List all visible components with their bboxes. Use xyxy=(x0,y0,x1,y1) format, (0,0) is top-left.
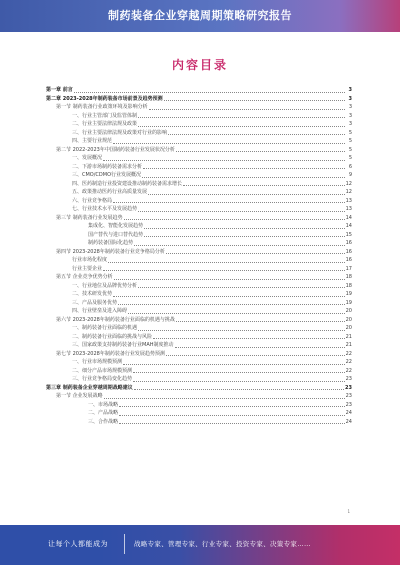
toc-entry-title: 三、行业竞争格局变化趋势 xyxy=(72,376,133,382)
toc-entry-page: 21 xyxy=(345,342,352,348)
toc-entry[interactable] xyxy=(46,154,352,163)
toc-entry-title: 二、下游市场制药装备需求分析 xyxy=(72,163,143,170)
toc-list xyxy=(46,86,352,426)
toc-entry-title: 二、细分产品市场规模预测 xyxy=(72,367,133,374)
toc-leader-dots xyxy=(103,269,345,271)
toc-entry-title: 第二节 2022-2023年中国制药装备行业发展状况分析 xyxy=(56,146,175,153)
toc-leader-dots xyxy=(138,210,345,212)
toc-leader-dots xyxy=(123,363,345,365)
toc-leader-dots xyxy=(143,167,345,169)
toc-entry-title: 三、国家政策支持制药装备行业MAH制度推动 xyxy=(72,342,174,348)
toc-entry[interactable] xyxy=(46,205,352,214)
toc-entry-page: 5 xyxy=(348,146,352,153)
toc-entry-title: 第四节 2023-2028年制药装备行业竞争格局分析 xyxy=(56,248,165,255)
toc-entry-title: 四、行业壁垒及进入障碍 xyxy=(72,308,128,314)
toc-leader-dots xyxy=(138,329,345,331)
toc-entry-title: 一、制药装备行业面临的机遇 xyxy=(72,325,138,331)
toc-entry-page: 14 xyxy=(345,223,352,229)
toc-entry[interactable] xyxy=(46,95,352,104)
toc-leader-dots xyxy=(113,295,345,297)
toc-entry-title: 第五节 企业竞争优势分析 xyxy=(56,274,113,280)
footer-divider xyxy=(124,534,125,554)
toc-leader-dots xyxy=(103,159,345,161)
toc-entry-title: 制药装备国际化趋势 xyxy=(88,240,134,246)
toc-leader-dots xyxy=(142,176,345,178)
footer-slogan: 让每个人都能成为 xyxy=(48,540,108,548)
header-banner xyxy=(0,0,400,32)
toc-entry[interactable] xyxy=(46,307,352,316)
toc-entry[interactable] xyxy=(46,171,352,180)
toc-entry[interactable] xyxy=(46,392,352,401)
toc-entry-page: 22 xyxy=(345,367,352,374)
toc-entry-page: 3 xyxy=(348,95,352,102)
toc-leader-dots xyxy=(144,235,345,237)
toc-entry[interactable] xyxy=(46,384,352,393)
toc-entry-page: 3 xyxy=(348,87,352,93)
toc-leader-dots xyxy=(168,133,345,135)
toc-leader-dots xyxy=(166,354,345,356)
toc-entry-page: 15 xyxy=(345,231,352,238)
toc-leader-dots xyxy=(119,414,345,416)
toc-entry[interactable] xyxy=(46,163,352,172)
toc-entry-title: 行业市场化程度 xyxy=(72,257,108,263)
toc-entry-page: 12 xyxy=(345,180,352,187)
toc-entry[interactable] xyxy=(46,358,352,367)
toc-leader-dots xyxy=(124,218,345,220)
toc-entry-page: 23 xyxy=(345,393,352,399)
footer-banner xyxy=(0,525,400,565)
toc-entry[interactable] xyxy=(46,112,352,121)
toc-leader-dots xyxy=(108,261,345,263)
toc-entry[interactable] xyxy=(46,299,352,308)
toc-entry[interactable] xyxy=(46,188,352,197)
toc-entry-title: 一、行业市场规模预测 xyxy=(72,359,123,365)
toc-entry-title: 二、产品战略 xyxy=(88,410,119,416)
toc-leader-dots xyxy=(148,193,345,195)
toc-entry-page: 14 xyxy=(345,214,352,221)
toc-entry[interactable] xyxy=(46,231,352,240)
toc-entry-title: 三、行业主要法律法规及政策对行业的影响 xyxy=(72,129,168,136)
toc-entry-page: 20 xyxy=(345,316,352,323)
toc-entry[interactable] xyxy=(46,180,352,189)
toc-entry-title: 一、行业地位及品牌优势分析 xyxy=(72,282,138,289)
toc-entry[interactable] xyxy=(46,86,352,95)
toc-entry-page: 19 xyxy=(345,299,352,306)
toc-entry[interactable] xyxy=(46,367,352,376)
toc-entry-page: 23 xyxy=(345,384,352,391)
toc-entry-title: 第一节 制药装备行业政策环境及影响分析 xyxy=(56,104,148,110)
toc-leader-dots xyxy=(74,91,345,93)
toc-entry-title: 第六节 2023-2028年制药装备行业面临的机遇与挑战 xyxy=(56,316,175,323)
toc-entry-page: 5 xyxy=(348,129,352,136)
toc-entry-page: 16 xyxy=(345,257,352,263)
toc-leader-dots xyxy=(176,150,345,152)
toc-entry-page: 18 xyxy=(345,282,352,289)
toc-leader-dots xyxy=(134,388,344,390)
toc-leader-dots xyxy=(149,108,345,110)
toc-entry-page: 23 xyxy=(345,376,352,382)
toc-entry[interactable] xyxy=(46,418,352,427)
toc-entry[interactable] xyxy=(46,341,352,350)
toc-entry-page: 16 xyxy=(345,248,352,255)
toc-entry-page: 18 xyxy=(345,274,352,280)
toc-entry-page: 3 xyxy=(348,121,352,127)
toc-leader-dots xyxy=(144,227,345,229)
toc-entry[interactable] xyxy=(46,214,352,223)
toc-entry-page: 23 xyxy=(345,401,352,408)
toc-leader-dots xyxy=(138,125,345,127)
toc-heading: 内容目录 xyxy=(171,58,228,72)
toc-entry-title: 第三节 制药装备行业发展趋势 xyxy=(56,214,123,221)
toc-entry-page: 24 xyxy=(345,410,352,416)
toc-entry[interactable] xyxy=(46,409,352,418)
toc-leader-dots xyxy=(138,286,345,288)
toc-entry[interactable] xyxy=(46,324,352,333)
toc-entry-page: 16 xyxy=(345,240,352,246)
toc-entry-page: 6 xyxy=(348,163,352,170)
toc-entry-title: 三、合作战略 xyxy=(88,418,119,425)
toc-entry[interactable] xyxy=(46,248,352,257)
toc-entry-title: 一、市场战略 xyxy=(88,401,119,408)
toc-entry[interactable] xyxy=(46,350,352,359)
toc-entry-page: 5 xyxy=(348,138,352,144)
toc-entry[interactable] xyxy=(46,146,352,155)
toc-entry[interactable] xyxy=(46,239,352,248)
toc-leader-dots xyxy=(176,320,345,322)
toc-entry-title: 三、产品及服务优势 xyxy=(72,299,118,306)
toc-entry-title: 第一章 前言 xyxy=(46,87,73,93)
toc-entry-title: 二、行业主要法律法规及政策 xyxy=(72,121,138,127)
toc-entry-title: 六、行业竞争格局 xyxy=(72,197,113,204)
toc-entry-page: 5 xyxy=(348,155,352,161)
toc-entry-title: 第七节 2023-2028年制药装备行业发展趋势预测 xyxy=(56,350,165,357)
toc-entry[interactable] xyxy=(46,137,352,146)
toc-entry-page: 9 xyxy=(348,172,352,178)
toc-entry-page: 13 xyxy=(345,206,352,212)
toc-entry-title: 第一节 企业发展战略 xyxy=(56,393,103,399)
toc-entry[interactable] xyxy=(46,282,352,291)
toc-leader-dots xyxy=(164,99,345,101)
toc-entry-title: 四、医药制造行业投资建设推动制药装备需求增长 xyxy=(72,180,183,187)
toc-entry[interactable] xyxy=(46,375,352,384)
toc-entry[interactable] xyxy=(46,273,352,282)
toc-leader-dots xyxy=(134,244,345,246)
toc-entry[interactable] xyxy=(46,290,352,299)
toc-entry[interactable] xyxy=(46,103,352,112)
toc-entry[interactable] xyxy=(46,333,352,342)
toc-entry[interactable] xyxy=(46,120,352,129)
document-title: 制药装备企业穿越周期策略研究报告 xyxy=(108,9,292,22)
toc-entry[interactable] xyxy=(46,197,352,206)
toc-entry[interactable] xyxy=(46,401,352,410)
toc-entry-title: 集成化、智能化发展趋势 xyxy=(88,223,144,229)
toc-entry-page: 12 xyxy=(345,189,352,195)
toc-entry-title: 二、技术研发优势 xyxy=(72,291,113,297)
toc-entry-title: 行业主要企业 xyxy=(72,265,103,272)
toc-leader-dots xyxy=(128,312,345,314)
toc-entry-page: 3 xyxy=(348,104,352,110)
toc-leader-dots xyxy=(166,252,345,254)
toc-entry-page: 19 xyxy=(345,291,352,297)
toc-entry-page: 13 xyxy=(345,197,352,204)
toc-leader-dots xyxy=(119,422,345,424)
toc-entry[interactable] xyxy=(46,256,352,265)
toc-entry-page: 22 xyxy=(345,350,352,357)
toc-entry-title: 五、政策推动医药行业高质量发展 xyxy=(72,189,148,195)
toc-leader-dots xyxy=(133,380,345,382)
toc-leader-dots xyxy=(104,397,345,399)
toc-leader-dots xyxy=(153,337,345,339)
toc-leader-dots xyxy=(119,405,345,407)
toc-entry[interactable] xyxy=(46,129,352,138)
toc-entry[interactable] xyxy=(46,222,352,231)
page-number: 1 xyxy=(347,509,350,514)
toc-entry-title: 第二章 2023-2028年制药装备市场前景及趋势预测 xyxy=(46,95,163,102)
toc-leader-dots xyxy=(113,201,345,203)
toc-entry-page: 24 xyxy=(345,418,352,425)
toc-leader-dots xyxy=(113,142,345,144)
toc-entry-page: 17 xyxy=(345,265,352,272)
toc-leader-dots xyxy=(138,116,345,118)
toc-entry-title: 国产替代与进口替代趋势 xyxy=(88,231,144,238)
toc-leader-dots xyxy=(118,303,345,305)
toc-leader-dots xyxy=(114,278,345,280)
toc-entry-title: 二、制药装备行业面临的挑战与风险 xyxy=(72,333,153,340)
toc-entry-title: 一、发展概况 xyxy=(72,155,103,161)
toc-entry[interactable] xyxy=(46,316,352,325)
toc-leader-dots xyxy=(183,184,345,186)
footer-expertise-list: 战略专家、管理专家、行业专家、投资专家、决策专家…… xyxy=(134,540,311,548)
toc-entry-title: 四、主要行业规范 xyxy=(72,138,113,144)
toc-entry-page: 20 xyxy=(345,308,352,314)
toc-leader-dots xyxy=(133,371,345,373)
toc-entry-page: 22 xyxy=(345,359,352,365)
toc-entry-page: 3 xyxy=(348,112,352,119)
toc-entry-title: 第三章 制药装备企业穿越周期战略建议 xyxy=(46,384,133,391)
toc-entry[interactable] xyxy=(46,265,352,274)
toc-entry-title: 三、CMO/CDMO行业发展概况 xyxy=(72,172,142,178)
toc-leader-dots xyxy=(175,346,345,348)
toc-entry-title: 一、行业主管部门及监管体制 xyxy=(72,112,138,119)
toc-entry-page: 21 xyxy=(345,333,352,340)
toc-entry-page: 20 xyxy=(345,325,352,331)
toc-entry-title: 七、行业技术水平及发展趋势 xyxy=(72,206,138,212)
